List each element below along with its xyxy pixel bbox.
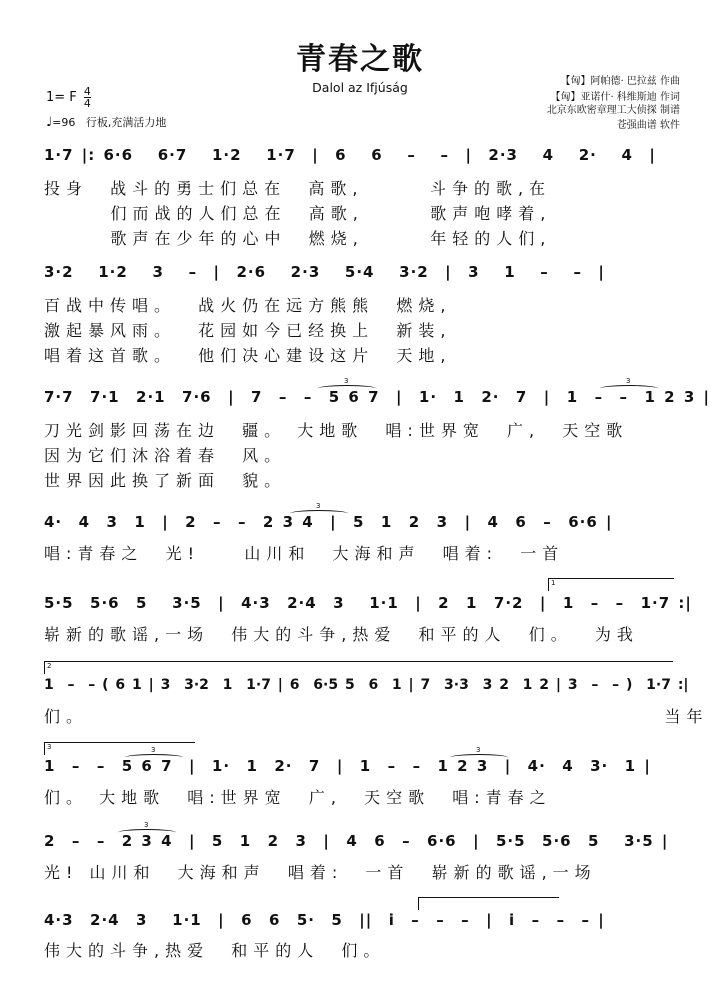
time-signature — [84, 86, 91, 109]
song-title: 青春之歌 — [296, 42, 424, 77]
lyric-line-7: 们。 大地歌 唱:世界宽 广, 天空歌 唱:青春之 — [44, 788, 552, 807]
lyric-line-2-verse-3: 唱着这首歌。 他们决心建设这片 天地, — [44, 346, 452, 365]
music-notes: 5·5 5·6 5 3·5 | 4·3 2·4 3 1·1 | 2 1 7·2 | 1 – – 1·7 :| — [44, 594, 692, 612]
lyric-line-6: 们。 当年 — [44, 707, 709, 726]
triplet-arc — [318, 385, 376, 392]
volta-number-3: 3 — [47, 743, 52, 751]
music-notes: 3·2 1·2 3 – | 2·6 2·3 5·4 3·2 | 3 1 – – | — [44, 263, 605, 281]
lyric-line-3-verse-2: 因为它们沐浴着春 风。 — [44, 446, 287, 465]
key-signature — [46, 86, 91, 109]
triplet-arc — [600, 385, 658, 392]
quarter-note-icon: ♩ — [46, 115, 53, 130]
tempo-marking — [46, 114, 166, 130]
lyric-line-1-verse-3: 歌声在少年的心中 燃烧, 年轻的人们, — [44, 229, 552, 248]
volta-bracket-3 — [44, 742, 195, 755]
volta-bracket-1 — [548, 578, 674, 591]
music-line-6 — [44, 677, 689, 699]
music-line-2 — [44, 263, 674, 285]
final-bracket — [418, 897, 559, 910]
music-line-5 — [44, 594, 692, 616]
music-notes: 7·7 7·1 2·1 7·6 | 7 – – 5 6 7 | 1· 1 2· 7 | 1 – – 1 2 3 | — [44, 388, 710, 406]
time-numerator: 4 — [83, 85, 91, 98]
triplet-number: 3 — [626, 377, 631, 385]
key-prefix: 1= F — [46, 90, 77, 105]
triplet-number: 3 — [144, 821, 149, 829]
lyric-line-1-verse-2: 们而战的人们总在 高歌, 歌声咆哮着, — [44, 204, 552, 223]
lyric-line-8: 光! 山川和 大海和声 唱着: 一首 崭新的歌谣,一场 — [44, 863, 597, 882]
volta-bracket-2 — [44, 661, 673, 674]
music-line-9 — [44, 911, 674, 933]
credit-software: 苍强曲谱 软件 — [616, 120, 680, 131]
tempo-text: 行板,充满活力地 — [85, 116, 167, 129]
triplet-number: 3 — [316, 502, 321, 510]
triplet-number: 3 — [476, 746, 481, 754]
triplet-arc — [125, 754, 183, 761]
music-line-1 — [44, 146, 674, 168]
triplet-number: 3 — [151, 746, 156, 754]
music-notes: 1 – – ( 6 1 | 3 3·2 1 1·7 | 6 6·5 5 6 1 | 7 3·3 3 2 1 2 | 3 – – ) 1·7 :| — [44, 677, 689, 693]
lyric-line-2-verse-2: 激起暴风雨。 花园如今已经换上 新装, — [44, 321, 452, 340]
music-notes: 2 – – 2 3 4 | 5 1 2 3 | 4 6 – 6·6 | 5·5 5·6 5 3·5 | — [44, 832, 669, 850]
credit-composer: 【匈】阿帕德· 巴拉兹 作曲 — [560, 76, 680, 87]
lyric-line-5: 崭新的歌谣,一场 伟大的斗争,热爱 和平的人 们。 为我 — [44, 625, 639, 644]
music-notes: 4·3 2·4 3 1·1 | 6 6 5· 5 || i – – – | i – – – | — [44, 911, 605, 929]
lyric-line-1-verse-1: 投身 战斗的勇士们总在 高歌, 斗争的歌,在 — [44, 179, 552, 198]
song-subtitle: Dalol az Ifjúság — [312, 80, 408, 95]
tempo-value: =96 — [52, 116, 76, 129]
time-denominator: 4 — [83, 97, 91, 110]
triplet-arc — [118, 829, 176, 836]
triplet-arc — [450, 754, 508, 761]
lyric-line-2-verse-1: 百战中传唱。 战火仍在远方熊熊 燃烧, — [44, 296, 452, 315]
triplet-number: 3 — [344, 377, 349, 385]
lyric-line-9: 伟大的斗争,热爱 和平的人 们。 — [44, 941, 386, 960]
volta-number-1: 1 — [551, 579, 556, 587]
volta-number-2: 2 — [47, 662, 52, 670]
music-notes: 1 – – 5 6 7 | 1· 1 2· 7 | 1 – – 1 2 3 | 4· 4 3· 1 | — [44, 757, 651, 775]
credit-lyricist: 【匈】亚诺什· 科维斯迪 作词 — [550, 92, 680, 103]
music-notes: 1·7 |: 6·6 6·7 1·2 1·7 | 6 6 – – | 2·3 4 2· 4 | — [44, 146, 656, 164]
credit-engraver: 北京东欧密章理工大侦探 制谱 — [546, 105, 680, 116]
triplet-arc — [290, 510, 348, 517]
lyric-line-3-verse-1: 刀光剑影回荡在边 疆。 大地歌 唱:世界宽 广, 天空歌 — [44, 421, 629, 440]
music-line-4 — [44, 513, 674, 535]
music-notes: 4· 4 3 1 | 2 – – 2 3 4 | 5 1 2 3 | 4 6 – 6·6 | — [44, 513, 613, 531]
lyric-line-4: 唱:青春之 光! 山川和 大海和声 唱着: 一首 — [44, 544, 565, 563]
lyric-line-3-verse-3: 世界因此换了新面 貌。 — [44, 471, 287, 490]
